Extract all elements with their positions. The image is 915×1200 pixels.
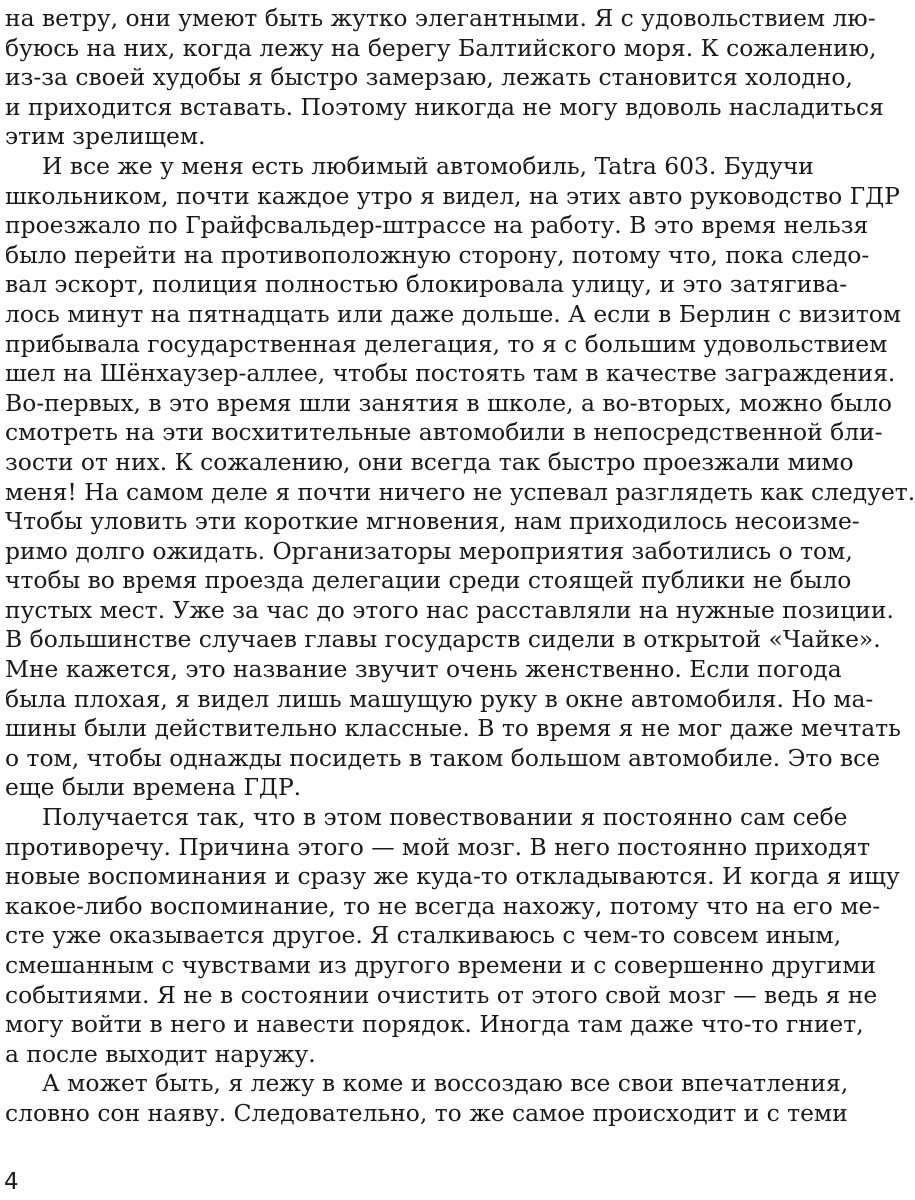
text-line: пустых мест. Уже за час до этого нас расставляли на нужные позиции.	[5, 595, 894, 624]
text-line: зости от них. К сожалению, они всегда так быстро проезжали мимо	[5, 447, 854, 476]
paragraph	[5, 803, 900, 1069]
text-line: смотреть на эти восхитительные автомобили в непосредственной бли-	[5, 418, 883, 447]
text-line: могу войти в него и навести порядок. Иногда там даже что-то гниет,	[5, 1010, 864, 1039]
text-line: и приходится вставать. Поэтому никогда не могу вдоволь насладиться	[5, 92, 884, 121]
paragraph	[5, 151, 915, 803]
text-line: о том, чтобы однажды посидеть в таком большом автомобиле. Это все	[5, 743, 881, 772]
text-line: новые воспоминания и сразу же куда-то откладываются. И когда я ищу	[5, 862, 900, 891]
text-line: была плохая, я видел лишь машущую руку в окне автомобиля. Но ма-	[5, 684, 874, 713]
text-line: Получается так, что в этом повествовании я постоянно сам себе	[42, 803, 848, 832]
text-line: римо долго ожидать. Организаторы мероприятия заботились о том,	[5, 536, 853, 565]
text-line: на ветру, они умеют быть жутко элегантными. Я с удовольствием лю-	[5, 4, 876, 32]
text-line: буюсь на них, когда лежу на берегу Балтийского моря. К сожалению,	[5, 33, 877, 62]
text-line: И все же у меня есть любимый автомобиль, Tatra 603. Будучи	[42, 151, 814, 180]
text-line: школьником, почти каждое утро я видел, на этих авто руководство ГДР	[5, 181, 900, 210]
text-line: Во-первых, в это время шли занятия в школе, а во-вторых, можно было	[5, 388, 892, 417]
paragraph-list	[5, 4, 915, 1129]
text-line: было перейти на противоположную сторону, потому что, пока следо-	[5, 240, 870, 269]
paragraph	[5, 1069, 849, 1128]
page-body	[5, 4, 915, 1129]
text-line: А может быть, я лежу в коме и воссоздаю все свои впечатления,	[42, 1069, 849, 1098]
text-line: Чтобы уловить эти короткие мгновения, нам приходилось несоизме-	[5, 507, 860, 536]
text-line: шины были действительно классные. В то время я не мог даже мечтать	[5, 714, 901, 743]
text-line: смешанным с чувствами из другого времени и с совершенно другими	[5, 951, 877, 979]
text-line: меня! На самом деле я почти ничего не успевал разглядеть как следует.	[5, 477, 915, 506]
text-line: сте уже оказывается другое. Я сталкиваюсь с чем-то совсем иным,	[5, 921, 842, 950]
text-line: противоречу. Причина этого — мой мозг. В него постоянно приходят	[5, 832, 871, 861]
text-line: какое-либо воспоминание, то не всегда нахожу, потому что на его ме-	[5, 891, 881, 920]
text-line: словно сон наяву. Следовательно, то же самое происходит и с теми	[5, 1098, 848, 1127]
text-line: вал эскорт, полиция полностью блокировала улицу, и это затягива-	[5, 270, 848, 299]
text-line: В большинстве случаев главы государств сидели в открытой «Чайке».	[5, 625, 881, 654]
text-line: еще были времена ГДР.	[5, 773, 302, 802]
text-line: шел на Шёнхаузер-аллее, чтобы постоять там в качестве заграждения.	[5, 359, 896, 388]
text-line: этим зрелищем.	[5, 122, 206, 151]
text-line: прибывала государственная делегация, то я с большим удовольствием	[5, 329, 888, 358]
text-line: а после выходит наружу.	[5, 1039, 316, 1068]
paragraph	[5, 4, 884, 152]
text-line: проезжало по Грайфсвальдер-штрассе на работу. В это время нельзя	[5, 211, 869, 240]
page-number: 4	[4, 1169, 19, 1195]
text-line: из-за своей худобы я быстро замерзаю, лежать становится холодно,	[5, 63, 853, 92]
text-line: событиями. Я не в состоянии очистить от этого свой мозг — ведь я не	[5, 980, 878, 1009]
text-line: лось минут на пятнадцать или даже дольше. А если в Берлин с визитом	[5, 299, 902, 328]
text-line: чтобы во время проезда делегации среди стоящей публики не было	[5, 566, 852, 595]
text-line: Мне кажется, это название звучит очень женственно. Если погода	[5, 655, 842, 684]
